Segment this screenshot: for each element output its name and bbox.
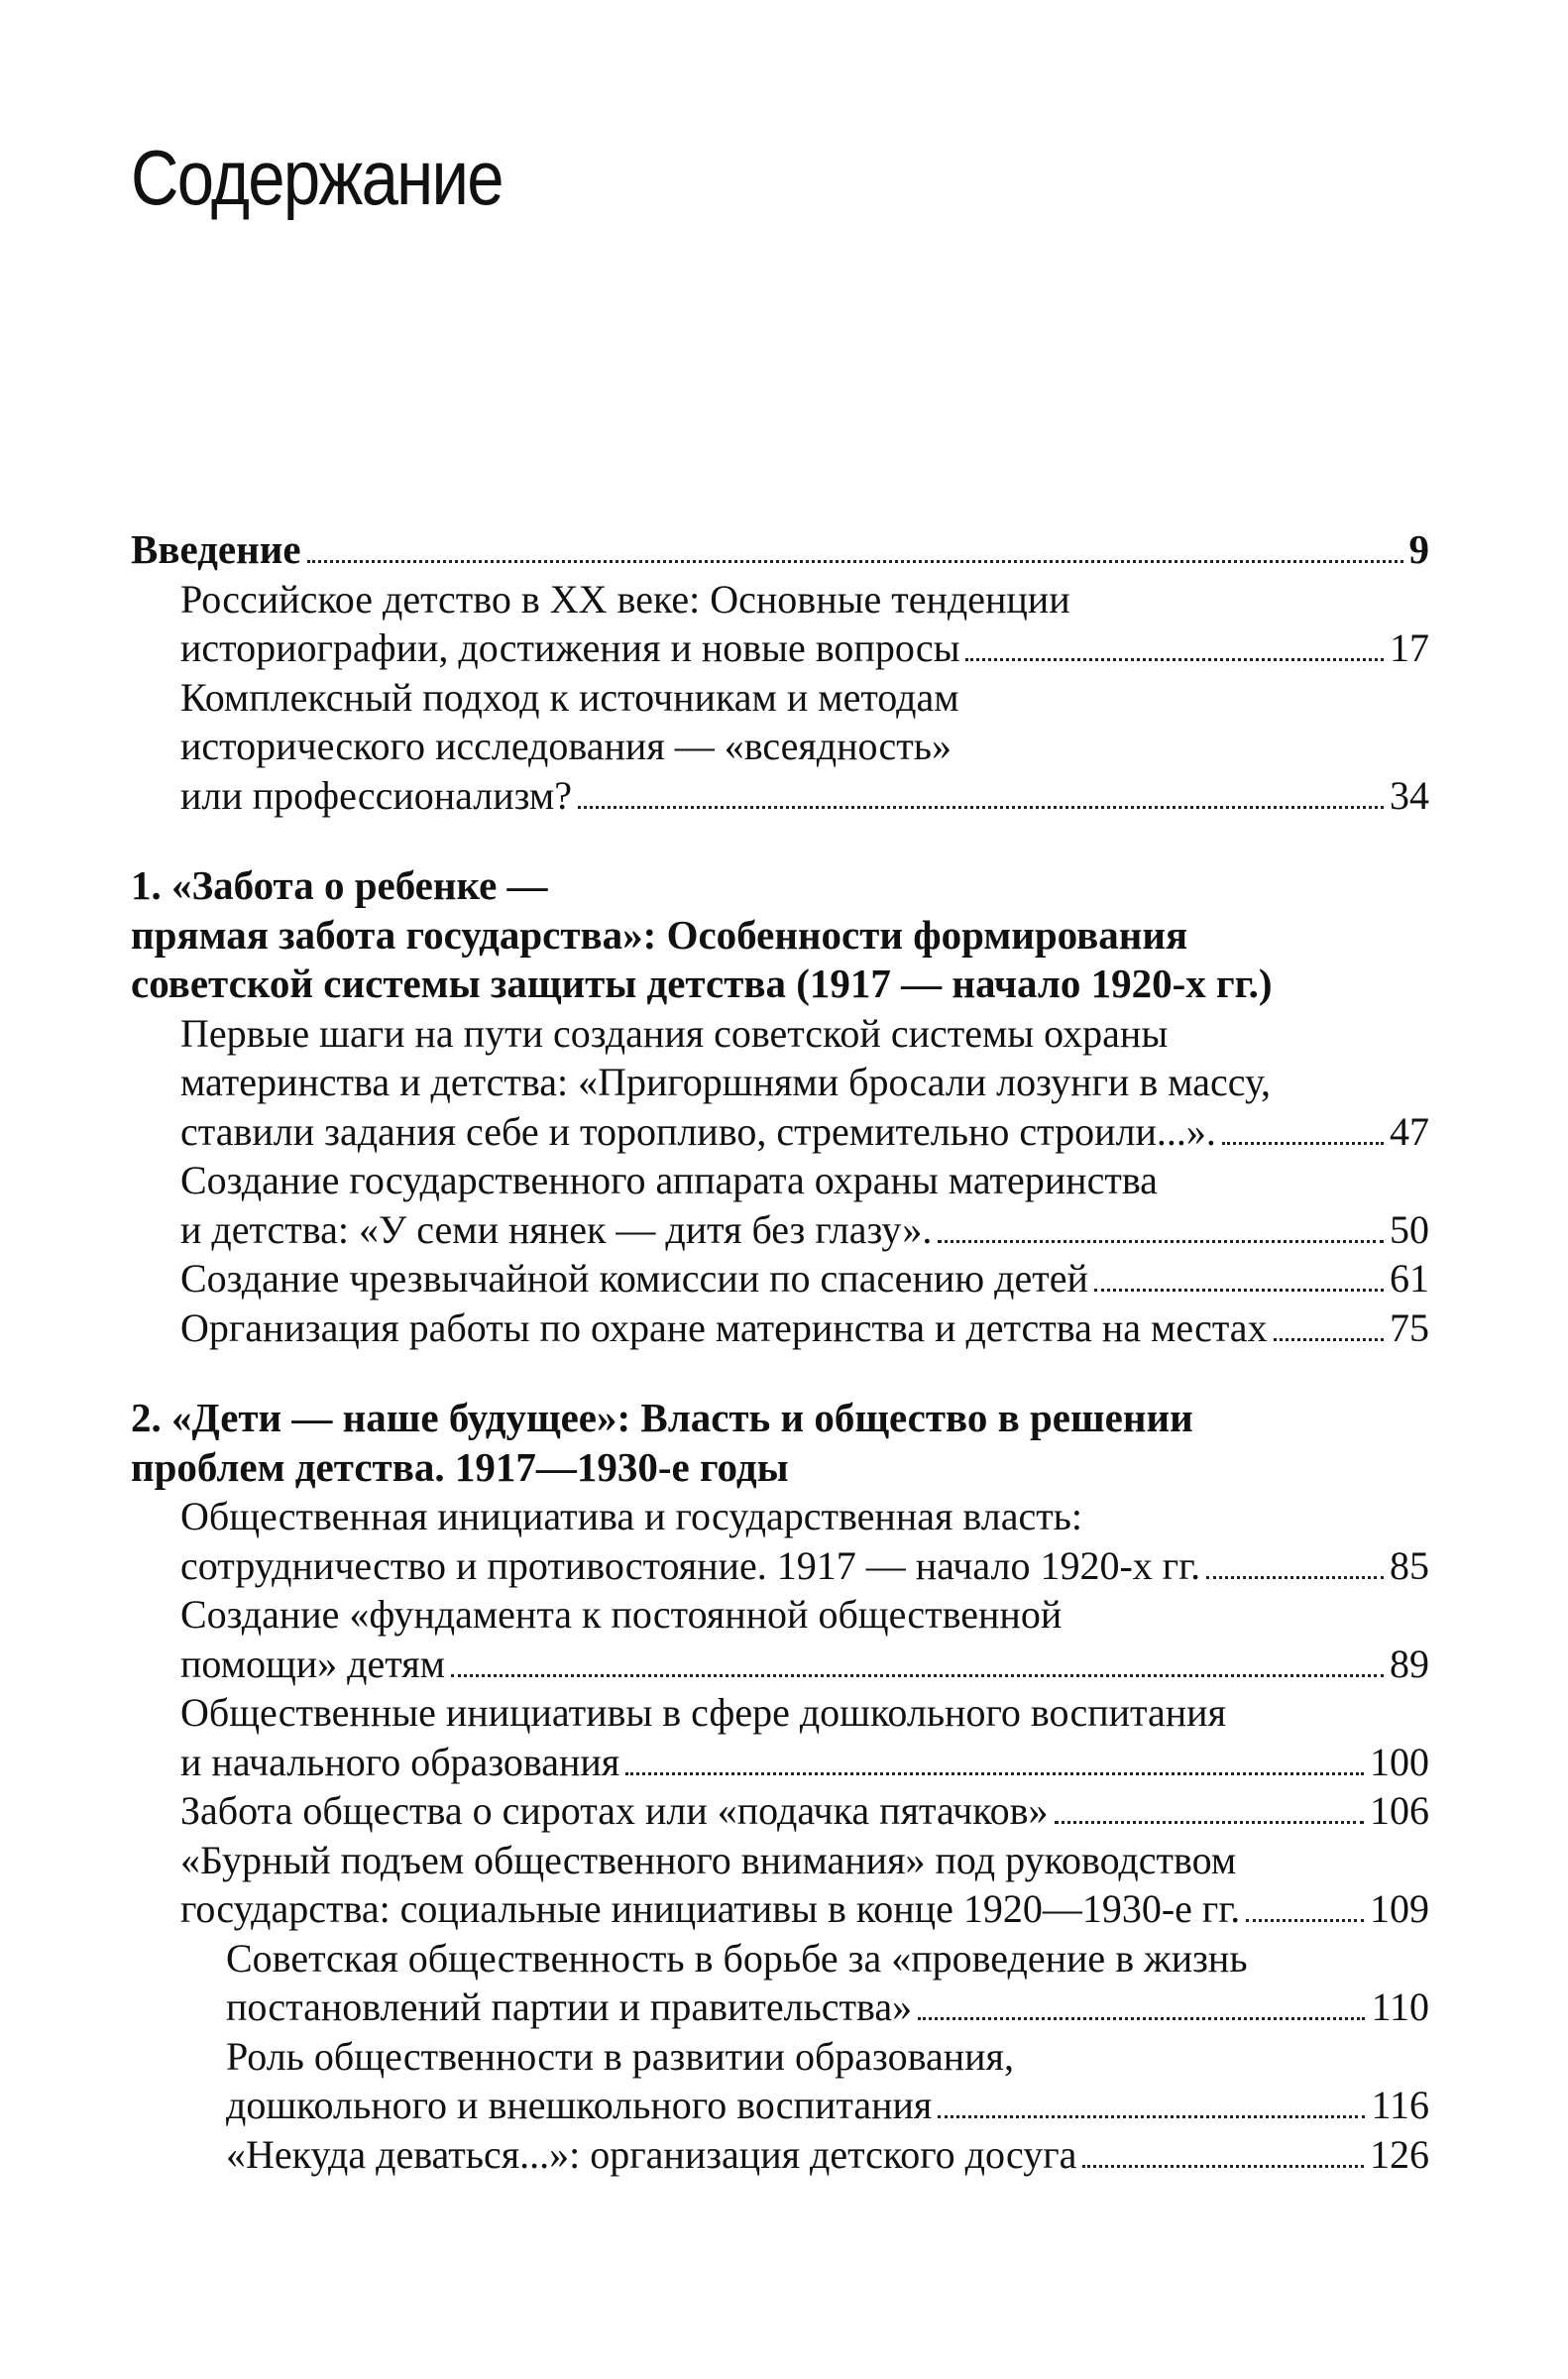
leader-dots: [1274, 1338, 1384, 1341]
toc-line: [131, 722, 1429, 771]
entry-text: исторического исследования — «всеядность»: [180, 724, 952, 768]
page-number: 116: [1371, 2083, 1429, 2127]
chapter-2-heading[interactable]: [131, 1443, 1429, 1493]
leader-dots: [307, 560, 1403, 563]
page-number: 110: [1371, 1984, 1429, 2029]
entry-text: государства: социальные инициативы в конце 1920—1930-е гг.: [180, 1886, 1241, 1931]
leader-dots: [965, 658, 1384, 661]
toc-line: [131, 1590, 1429, 1640]
page-number: 126: [1370, 2131, 1429, 2177]
entry-text: Создание государственного аппарата охраны материнства: [180, 1158, 1158, 1202]
leader-dots: [578, 806, 1384, 809]
page-number: 47: [1390, 1108, 1429, 1154]
entry-text: «Некуда деваться...»: организация детского досуга: [226, 2131, 1077, 2177]
entry-text: или профессионализм?: [180, 772, 572, 818]
toc-entry[interactable]: [131, 1254, 1429, 1303]
entry-text: материнства и детства: «Пригоршнями бросали лозунги в массу,: [180, 1060, 1271, 1104]
leader-dots: [918, 2017, 1365, 2020]
page-number: 50: [1390, 1206, 1429, 1252]
leader-dots: [625, 1772, 1364, 1775]
toc-entry[interactable]: [131, 1303, 1429, 1353]
entry-text: Первые шаги на пути создания советской системы охраны: [180, 1010, 1169, 1056]
chapter-2-heading[interactable]: [131, 1394, 1429, 1443]
entry-text: Общественная инициатива и государственная власть:: [180, 1494, 1083, 1538]
entry-text: Создание чрезвычайной комиссии по спасению детей: [180, 1256, 1088, 1301]
chapter-heading-line: прямая забота государства»: Особенности формирования: [131, 911, 1188, 958]
entry-text: Забота общества о сиротах или «подачка пятачков»: [180, 1788, 1049, 1833]
entry-text: Российское детство в XX веке: Основные тенденции: [180, 576, 1070, 622]
chapter-heading-line: проблем детства. 1917—1930-е годы: [131, 1443, 789, 1490]
entry-text: Советская общественность в борьбе за «проведение в жизнь: [226, 1935, 1248, 1981]
page-number: 61: [1390, 1256, 1429, 1301]
leader-dots: [1206, 1576, 1384, 1579]
page-number: 89: [1390, 1641, 1429, 1686]
leader-dots: [938, 2115, 1365, 2118]
page-number: 34: [1390, 772, 1429, 818]
toc-line: [131, 2032, 1429, 2082]
entry-text: «Бурный подъем общественного внимания» под руководством: [180, 1837, 1237, 1882]
entry-text: Создание «фундамента к постоянной общественной: [180, 1592, 1063, 1637]
leader-dots: [1055, 1821, 1364, 1824]
toc-line: [131, 575, 1429, 624]
toc-line: [131, 1688, 1429, 1738]
entry-text: помощи» детям: [180, 1641, 445, 1686]
table-of-contents: [131, 525, 1429, 2179]
chapter-1-heading[interactable]: [131, 960, 1429, 1009]
entry-text: дошкольного и внешкольного воспитания: [226, 2083, 933, 2127]
toc-line: [131, 1934, 1429, 1983]
toc-entry[interactable]: [131, 623, 1429, 673]
entry-text: постановлений партии и правительства»: [226, 1984, 913, 2029]
entry-text: ставили задания себе и торопливо, стремительно строили...».: [180, 1108, 1216, 1154]
chapter-heading-line: советской системы защиты детства (1917 — начало 1920-х гг.): [131, 961, 1273, 1006]
page-number: 106: [1370, 1788, 1429, 1833]
entry-text: и детства: «У семи нянек — дитя без глазу».: [180, 1206, 933, 1252]
toc-entry[interactable]: [131, 1107, 1429, 1157]
leader-dots: [1246, 1919, 1364, 1922]
chapter-heading-line: 2. «Дети — наше будущее»: Власть и общество в решении: [131, 1395, 1193, 1440]
toc-line: [131, 1058, 1429, 1107]
page-number: 109: [1370, 1886, 1429, 1931]
page-number: 17: [1390, 625, 1429, 670]
chapter-1-heading[interactable]: [131, 861, 1429, 911]
entry-text: и начального образования: [180, 1739, 620, 1784]
toc-line: [131, 1009, 1429, 1059]
toc-entry[interactable]: [131, 1786, 1429, 1836]
toc-entry[interactable]: [131, 1884, 1429, 1934]
leader-dots: [938, 1240, 1384, 1243]
toc-entry-intro[interactable]: [131, 525, 1429, 575]
leader-dots: [1082, 2165, 1364, 2168]
entry-title: Введение: [131, 526, 301, 572]
toc-entry[interactable]: [131, 1982, 1429, 2032]
toc-entry[interactable]: [131, 2130, 1429, 2180]
toc-entry[interactable]: [131, 1640, 1429, 1689]
leader-dots: [451, 1674, 1384, 1677]
toc-line: [131, 1492, 1429, 1541]
entry-text: Роль общественности в развитии образования,: [226, 2033, 1014, 2079]
toc-entry[interactable]: [131, 1205, 1429, 1255]
toc-entry[interactable]: [131, 2081, 1429, 2130]
entry-text: Комплексный подход к источникам и методам: [180, 674, 959, 720]
page-number: 9: [1408, 526, 1429, 572]
entry-text: Организация работы по охране материнства и детства на местах: [180, 1304, 1268, 1350]
toc-entry[interactable]: [131, 1541, 1429, 1591]
toc-entry[interactable]: [131, 771, 1429, 821]
page-number: 85: [1390, 1542, 1429, 1588]
toc-entry[interactable]: [131, 1738, 1429, 1787]
leader-dots: [1222, 1142, 1384, 1145]
toc-line: [131, 1836, 1429, 1885]
leader-dots: [1094, 1289, 1384, 1292]
entry-text: сотрудничество и противостояние. 1917 — начало 1920-х гг.: [180, 1542, 1201, 1588]
toc-line: [131, 1156, 1429, 1205]
entry-text: Общественные инициативы в сфере дошкольного воспитания: [180, 1690, 1226, 1735]
chapter-heading-line: 1. «Забота о ребенке —: [131, 862, 548, 908]
chapter-1-heading[interactable]: [131, 911, 1429, 961]
page-title: Содержание: [131, 134, 503, 221]
page-number: 75: [1390, 1304, 1429, 1350]
entry-text: историографии, достижения и новые вопросы: [180, 625, 960, 670]
page-number: 100: [1370, 1739, 1429, 1784]
toc-line: [131, 673, 1429, 723]
